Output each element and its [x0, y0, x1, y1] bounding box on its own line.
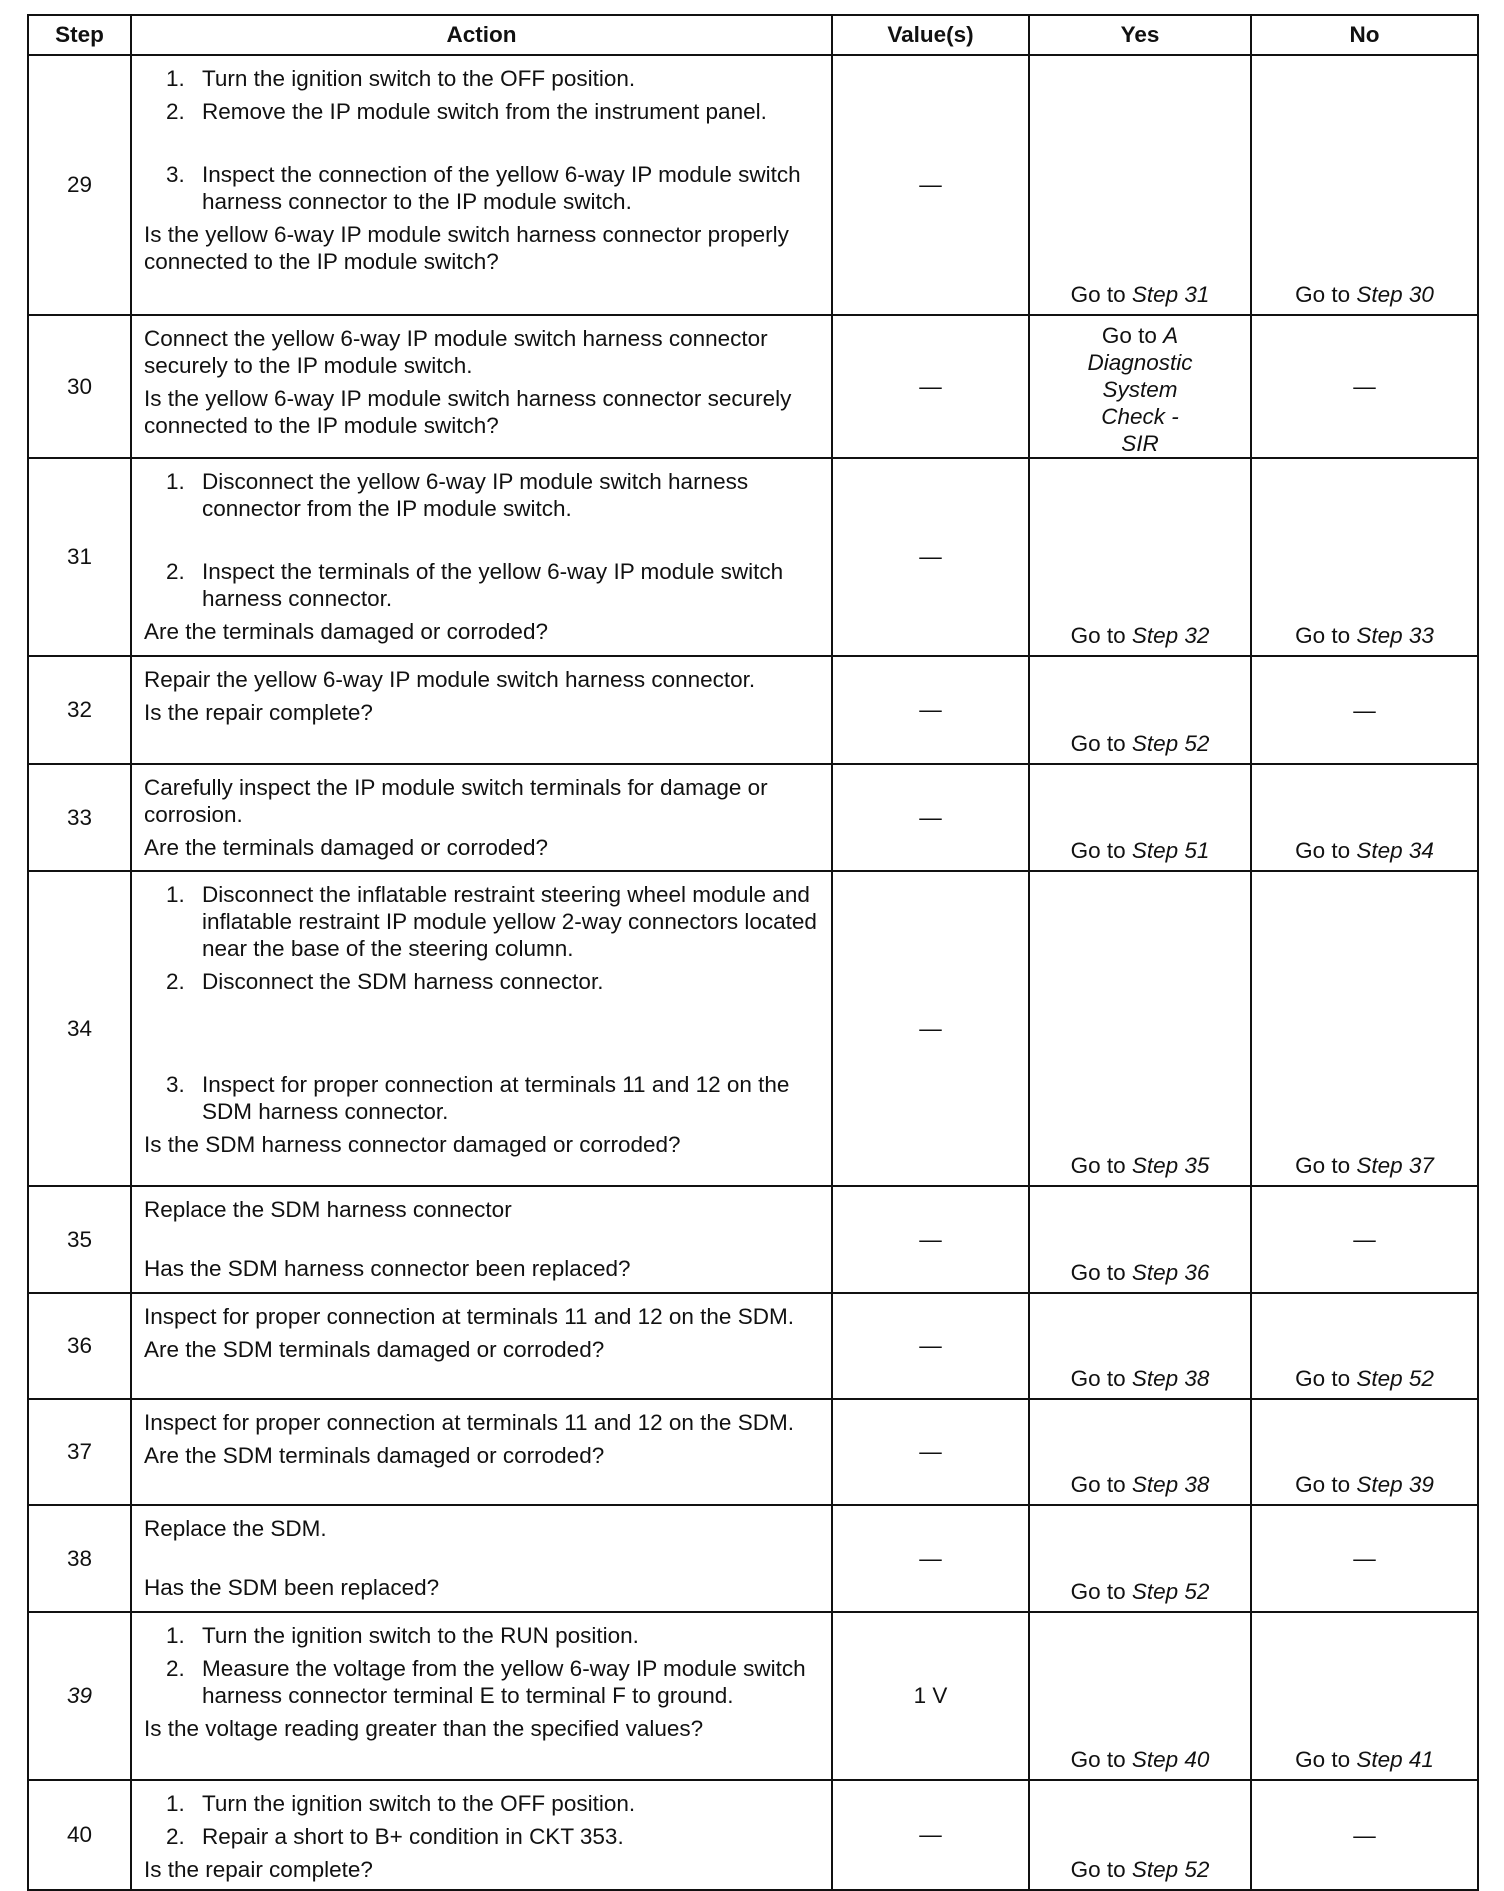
value-cell: —	[832, 1293, 1029, 1399]
yes-prefix: Go to	[1070, 731, 1132, 756]
action-substep: Disconnect the yellow 6-way IP module switch harness connector from the IP module switch.	[202, 469, 749, 521]
no-step-link[interactable]: Step 37	[1356, 1153, 1434, 1178]
yes-step-link[interactable]: Step 40	[1131, 1747, 1210, 1772]
action-cell	[131, 1505, 832, 1612]
no-cell	[1251, 55, 1478, 315]
action-substep: Turn the ignition switch to the OFF position.	[202, 1791, 636, 1816]
no-cell	[1251, 458, 1478, 656]
action-cell: 1. Turn the ignition switch to the OFF position. 2. Repair a short to B+ condition in CKT 353. Is the repair complete?	[131, 1780, 832, 1890]
step-number: 37	[28, 1399, 131, 1505]
header-values: Value(s)	[832, 15, 1029, 55]
table-row	[28, 1780, 1478, 1890]
no-cell: —	[1251, 315, 1478, 458]
step-number: 39	[28, 1612, 131, 1780]
no-step-link[interactable]: Step 30	[1356, 282, 1434, 307]
no-cell: —	[1251, 1505, 1478, 1612]
action-cell	[131, 1293, 832, 1399]
action-cell: 1. Disconnect the yellow 6-way IP module switch harness connector from the IP module switch. 2. Inspect the terminals of the yellow 6-way IP module switch harness connector. Are the terminals damaged or corroded?	[131, 458, 832, 656]
yes-step-link[interactable]: Step 51	[1131, 838, 1210, 863]
table-row	[28, 315, 1478, 458]
action-text: Inspect for proper connection at terminals 11 and 12 on the SDM.	[144, 1304, 794, 1329]
yes-step-link[interactable]: Step 52	[1131, 731, 1210, 756]
no-prefix: Go to	[1295, 282, 1357, 307]
no-cell	[1251, 1612, 1478, 1780]
yes-cell	[1029, 871, 1251, 1186]
value-cell: —	[832, 55, 1029, 315]
action-question: Are the SDM terminals damaged or corroded?	[144, 1443, 605, 1468]
yes-cell	[1029, 315, 1251, 458]
table-row	[28, 1505, 1478, 1612]
no-cell	[1251, 1293, 1478, 1399]
no-cell	[1251, 871, 1478, 1186]
no-step-link[interactable]: Step 33	[1356, 623, 1434, 648]
action-cell	[131, 656, 832, 764]
table-row	[28, 1612, 1478, 1780]
yes-step-link[interactable]: Step 52	[1131, 1579, 1210, 1604]
document-page	[27, 14, 1479, 1891]
action-substep: Inspect for proper connection at terminals 11 and 12 on the SDM harness connector.	[202, 1072, 790, 1124]
no-step-link[interactable]: Step 52	[1356, 1366, 1434, 1391]
action-substep: Disconnect the SDM harness connector.	[202, 969, 604, 994]
action-question: Has the SDM harness connector been replaced?	[144, 1256, 631, 1281]
header-action: Action	[131, 15, 832, 55]
no-cell	[1251, 764, 1478, 871]
yes-prefix: Go to	[1070, 1857, 1132, 1882]
yes-prefix: Go to	[1070, 1260, 1132, 1285]
value-cell: —	[832, 871, 1029, 1186]
no-prefix: Go to	[1295, 1153, 1357, 1178]
action-question: Are the terminals damaged or corroded?	[144, 835, 548, 860]
yes-cell	[1029, 458, 1251, 656]
step-number: 32	[28, 656, 131, 764]
action-substep: Turn the ignition switch to the OFF position.	[202, 66, 636, 91]
no-step-link[interactable]: Step 41	[1356, 1747, 1434, 1772]
yes-prefix: Go to	[1070, 1579, 1132, 1604]
action-question: Is the yellow 6-way IP module switch harness connector properly connected to the IP module switch?	[144, 222, 789, 274]
yes-prefix: Go to	[1070, 1153, 1132, 1178]
action-text: Inspect for proper connection at terminals 11 and 12 on the SDM.	[144, 1410, 794, 1435]
action-text: Replace the SDM.	[144, 1516, 327, 1541]
action-cell	[131, 764, 832, 871]
yes-cell	[1029, 1186, 1251, 1293]
step-number: 33	[28, 764, 131, 871]
action-cell: 1. Turn the ignition switch to the OFF position. 2. Remove the IP module switch from the instrument panel. 3. Inspect the connection of the yellow 6-way IP module switch harness connector to the IP module switch. Is the yellow 6-way IP module switch harness connector properly connected to the IP module switch?	[131, 55, 832, 315]
no-step-link[interactable]: Step 39	[1356, 1472, 1434, 1497]
step-number: 29	[28, 55, 131, 315]
yes-step-link[interactable]: Step 32	[1131, 623, 1210, 648]
table-row	[28, 1399, 1478, 1505]
action-substep: Disconnect the inflatable restraint steering wheel module and inflatable restraint IP module yellow 2-way connectors located near the base of the steering column.	[202, 882, 817, 961]
action-cell	[131, 1399, 832, 1505]
action-substep: Turn the ignition switch to the RUN position.	[202, 1623, 639, 1648]
action-question: Is the repair complete?	[144, 1857, 373, 1882]
action-text: Connect the yellow 6-way IP module switch harness connector securely to the IP module switch.	[144, 326, 768, 378]
no-cell: —	[1251, 1780, 1478, 1890]
no-prefix: Go to	[1295, 1366, 1357, 1391]
action-substep: Remove the IP module switch from the instrument panel.	[202, 99, 767, 124]
yes-cell	[1029, 764, 1251, 871]
action-substep: Inspect the terminals of the yellow 6-way IP module switch harness connector.	[202, 559, 784, 611]
action-cell	[131, 1186, 832, 1293]
step-number: 38	[28, 1505, 131, 1612]
step-number: 31	[28, 458, 131, 656]
yes-cell	[1029, 1505, 1251, 1612]
value-cell: —	[832, 458, 1029, 656]
step-number: 34	[28, 871, 131, 1186]
action-question: Are the terminals damaged or corroded?	[144, 619, 548, 644]
yes-step-link[interactable]: Step 35	[1131, 1153, 1210, 1178]
yes-cell	[1029, 55, 1251, 315]
yes-prefix: Go to	[1070, 623, 1132, 648]
action-question: Is the voltage reading greater than the specified values?	[144, 1716, 704, 1741]
step-number: 40	[28, 1780, 131, 1890]
no-step-link[interactable]: Step 34	[1356, 838, 1434, 863]
diagnostic-table	[27, 14, 1479, 1891]
yes-prefix: Go to	[1070, 1472, 1132, 1497]
yes-step-link[interactable]: Step 38	[1131, 1472, 1210, 1497]
no-cell: —	[1251, 656, 1478, 764]
step-number: 30	[28, 315, 131, 458]
value-cell: —	[832, 1780, 1029, 1890]
action-cell: 1. Disconnect the inflatable restraint steering wheel module and inflatable restraint IP module yellow 2-way connectors located near the base of the steering column. 2. Disconnect the SDM harness connector. 3. Inspect for proper connection at terminals 11 and 12 on the SDM harness connector. Is the SDM harness connector damaged or corroded?	[131, 871, 832, 1186]
table-row	[28, 656, 1478, 764]
no-prefix: Go to	[1295, 1472, 1357, 1497]
table-row	[28, 764, 1478, 871]
action-question: Are the SDM terminals damaged or corroded?	[144, 1337, 605, 1362]
action-question: Is the yellow 6-way IP module switch harness connector securely connected to the IP module switch?	[144, 386, 792, 438]
table-row	[28, 1293, 1478, 1399]
yes-step-link[interactable]: Step 31	[1131, 282, 1210, 307]
no-cell	[1251, 1399, 1478, 1505]
value-cell: 1 V	[832, 1612, 1029, 1780]
no-cell: —	[1251, 1186, 1478, 1293]
yes-prefix: Go to	[1070, 282, 1132, 307]
yes-cell	[1029, 1780, 1251, 1890]
table-row	[28, 55, 1478, 315]
header-no: No	[1251, 15, 1478, 55]
yes-cell	[1029, 1612, 1251, 1780]
action-cell: 1. Turn the ignition switch to the RUN position. 2. Measure the voltage from the yellow 6-way IP module switch harness connector terminal E to terminal F to ground. Is the voltage reading greater than the specified values?	[131, 1612, 832, 1780]
action-cell	[131, 315, 832, 458]
header-step: Step	[28, 15, 131, 55]
yes-cell	[1029, 656, 1251, 764]
action-text: Repair the yellow 6-way IP module switch harness connector.	[144, 667, 756, 692]
action-question: Is the repair complete?	[144, 700, 373, 725]
table-row	[28, 1186, 1478, 1293]
action-question: Is the SDM harness connector damaged or corroded?	[144, 1132, 681, 1157]
yes-cell	[1029, 1399, 1251, 1505]
value-cell: —	[832, 764, 1029, 871]
action-substep: Measure the voltage from the yellow 6-way IP module switch harness connector terminal E to terminal F to ground.	[202, 1656, 806, 1708]
table-row	[28, 871, 1478, 1186]
no-prefix: Go to	[1295, 623, 1357, 648]
action-text: Carefully inspect the IP module switch terminals for damage or corrosion.	[144, 775, 768, 827]
header-yes: Yes	[1029, 15, 1251, 55]
value-cell: —	[832, 656, 1029, 764]
step-number: 36	[28, 1293, 131, 1399]
action-question: Has the SDM been replaced?	[144, 1575, 440, 1600]
value-cell: —	[832, 1505, 1029, 1612]
action-text: Replace the SDM harness connector	[144, 1197, 512, 1222]
yes-prefix: Go to	[1070, 1747, 1132, 1772]
header-row	[28, 15, 1478, 55]
yes-prefix: Go to	[1070, 1366, 1132, 1391]
yes-step-link[interactable]: A Diagnostic System Check - SIR	[1087, 323, 1193, 456]
yes-cell	[1029, 1293, 1251, 1399]
value-cell: —	[832, 315, 1029, 458]
table-row	[28, 458, 1478, 656]
action-substep: Repair a short to B+ condition in CKT 353.	[202, 1824, 624, 1849]
value-cell: —	[832, 1399, 1029, 1505]
yes-prefix: Go to	[1101, 323, 1164, 348]
yes-step-link[interactable]: Step 52	[1131, 1857, 1210, 1882]
value-cell: —	[832, 1186, 1029, 1293]
no-prefix: Go to	[1295, 1747, 1357, 1772]
action-substep: Inspect the connection of the yellow 6-way IP module switch harness connector to the IP module switch.	[202, 162, 801, 214]
yes-prefix: Go to	[1070, 838, 1132, 863]
yes-step-link[interactable]: Step 36	[1131, 1260, 1210, 1285]
no-prefix: Go to	[1295, 838, 1357, 863]
yes-step-link[interactable]: Step 38	[1131, 1366, 1210, 1391]
step-number: 35	[28, 1186, 131, 1293]
